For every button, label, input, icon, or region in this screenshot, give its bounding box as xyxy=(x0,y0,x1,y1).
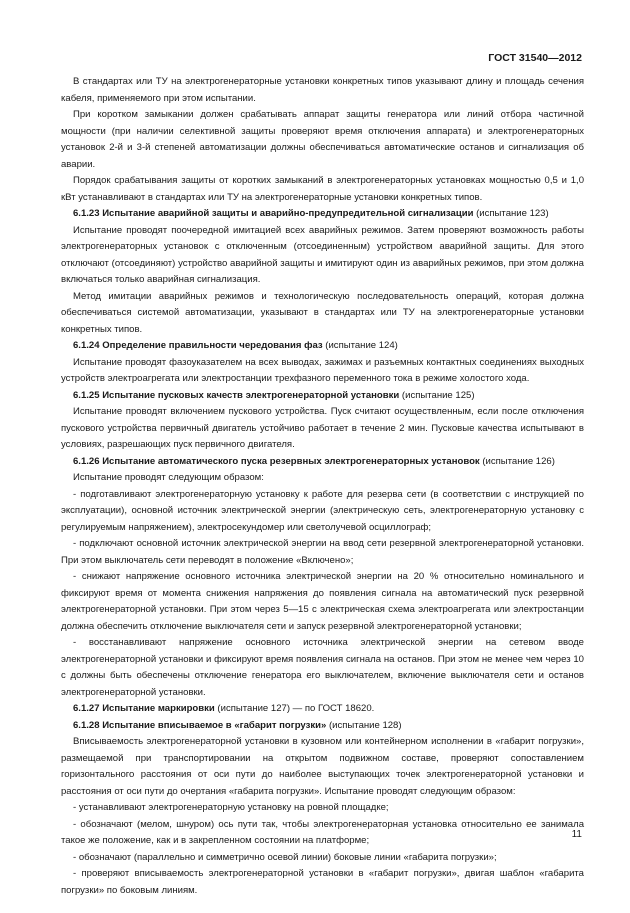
paragraph: Испытание проводят следующим образом: xyxy=(73,472,264,483)
paragraph: При коротком замыкании должен срабатывать аппарат защиты генератора или линий отбора частичной мощности (при наличии селективной защиты проверяют время отключения аппарата) и электрогенераторных установок 2-й и 3-й степеней автоматизации должны обеспечиваться автоматические останов и сигнализация об аварии. xyxy=(61,109,584,170)
page-number: 11 xyxy=(571,829,582,840)
paragraph: Испытание проводят поочередной имитацией всех аварийных режимов. Затем проверяют возможность работы электрогенераторных установок с отключенным (отсоединенным) устройством аварийной защиты. Для этого отключают (отсоединяют) устройство аварийной защиты и имитируют один из аварийных режимов, при этом должна включаться только аварийная сигнализация. xyxy=(61,224,584,285)
paragraph: Порядок срабатывания защиты от коротких замыканий в электрогенераторных установках мощностью 0,5 и 1,0 кВт устанавливают в стандартах или ТУ на электрогенераторные установки конкретных типов. xyxy=(61,175,584,203)
paragraph: Испытание проводят фазоуказателем на всех выводах, зажимах и разъемных контактных соединениях выходных устройств электроагрегата или электростанции трехфазного переменного тока в режиме холостого хода. xyxy=(61,356,584,384)
list-item: - обозначают (мелом, шнуром) ось пути так, чтобы электрогенераторная установка относительно ее занимала такое же положение, как и в закрепленном состоянии на платформе; xyxy=(61,818,584,846)
list-item: - подготавливают электрогенераторную установку к работе для резерва сети (в соответствии с инструкцией по эксплуатации), основной источник электрической энергии (электрическую сеть, электрогенераторную установку с регулируемым напряжением), электросекундомер или светолучевой осциллограф; xyxy=(61,488,584,533)
section-heading: 6.1.24 Определение правильности чередования фаз (испытание 124) xyxy=(73,340,398,351)
list-item: - подключают основной источник электрической энергии на ввод сети резервной электрогенераторной установки. При этом выключатель сети переводят в положение «Включено»; xyxy=(61,538,584,566)
list-item: - обозначают (параллельно и симметрично осевой линии) боковые линии «габарита погрузки»; xyxy=(73,851,497,863)
section-heading: 6.1.25 Испытание пусковых качеств электрогенераторной установки (испытание 125) xyxy=(73,389,475,401)
section-heading: 6.1.27 Испытание маркировки (испытание 127) — по ГОСТ 18620. xyxy=(73,703,375,714)
page-body xyxy=(61,74,584,899)
list-item: - снижают напряжение основного источника электрической энергии на 20 % относительно номинального и фиксируют время от момента снижения напряжения до появления сигнала на автоматический пуск резервной электрогенераторной установки. При этом через 5—15 с электрическая схема электроагрегата или электростанции должна обеспечить отключение выключателя сети и запуск резервной электрогенераторной установки; xyxy=(61,571,584,632)
section-heading: 6.1.23 Испытание аварийной защиты и аварийно-предупредительной сигнализации (испытание 123) xyxy=(73,208,549,219)
paragraph: Вписываемость электрогенераторной установки в кузовном или контейнерном исполнении в «габарит погрузки», размещаемой при транспортировании на открытом подвижном составе, проверяют сопоставлением горизонтального расстояния от оси пути до наиболее выступающих точек электрогенераторной установки и расстояния от оси пути до очертания «габарита погрузки». Испытание проводят следующим образом: xyxy=(61,736,584,797)
section-heading: 6.1.26 Испытание автоматического пуска резервных электрогенераторных установок (испытание 126) xyxy=(73,455,555,467)
paragraph: Метод имитации аварийных режимов и технологическую последовательность операций, которая должна обеспечиваться системой автоматизации, указывают в стандартах или ТУ на электрогенераторные установки конкретных типов. xyxy=(61,290,584,335)
document-code: ГОСТ 31540—2012 xyxy=(488,52,582,64)
list-item: - устанавливают электрогенераторную установку на ровной площадке; xyxy=(73,802,389,813)
paragraph: В стандартах или ТУ на электрогенераторные установки конкретных типов указывают длину и площадь сечения кабеля, применяемого при этом испытании. xyxy=(61,76,584,104)
list-item: - проверяют вписываемость электрогенераторной установки в «габарит погрузки», двигая шаблон «габарита погрузки» по боковым линиям. xyxy=(61,868,584,896)
list-item: - восстанавливают напряжение основного источника электрической энергии на сетевом вводе электрогенераторной установки и фиксируют время появления сигнала на останов. При этом не менее чем через 10 с должны быть обеспечены отключение генератора его выключателем, включение выключателя сети и останов электрогенераторной установки. xyxy=(61,637,584,698)
section-heading: 6.1.28 Испытание вписываемое в «габарит погрузки» (испытание 128) xyxy=(73,719,402,731)
paragraph: Испытание проводят включением пускового устройства. Пуск считают осуществленным, если после отключения пускового устройства первичный двигатель устойчиво работает в течение 2 мин. Пусковые качества испытывают в условиях, разрешающих пуск первичного двигателя. xyxy=(61,406,584,450)
